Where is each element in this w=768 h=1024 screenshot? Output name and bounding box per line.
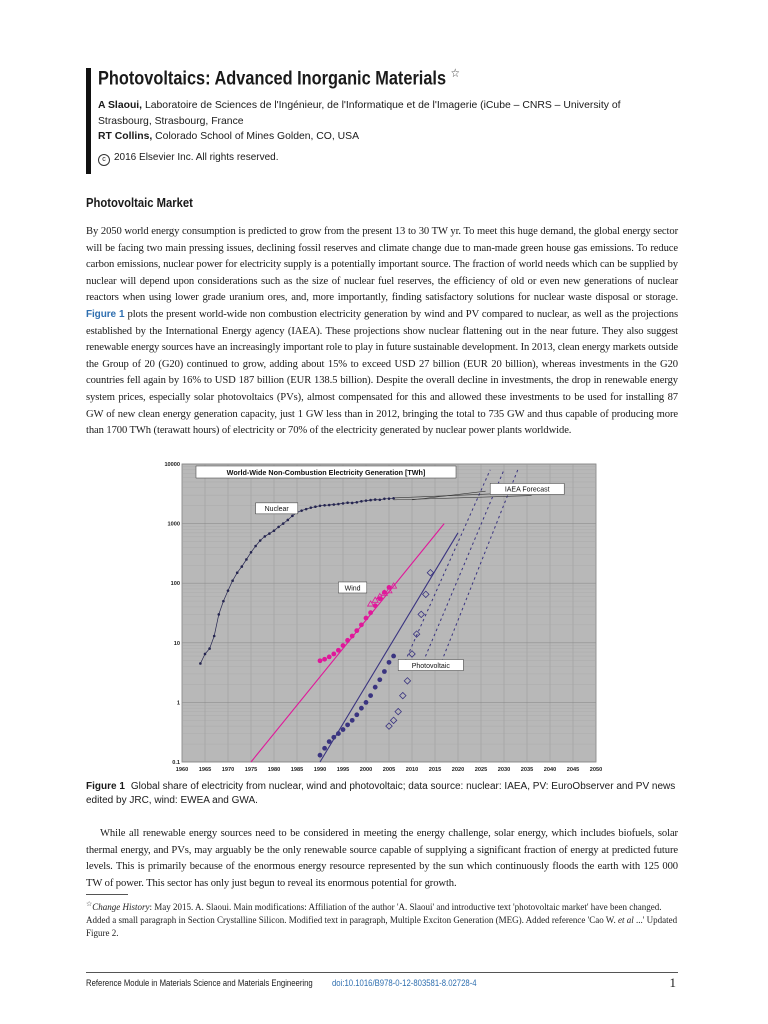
figure-caption-label: Figure 1 bbox=[86, 781, 125, 792]
data-point bbox=[264, 535, 267, 538]
data-point bbox=[282, 522, 285, 525]
copyright-icon: c bbox=[98, 154, 110, 166]
data-point bbox=[342, 502, 345, 505]
figure-caption: Figure 1 Global share of electricity from nuclear, wind and photovoltaic; data source: nuclear: IAEA, PV: EuroObserver and PV news edited by JRC, wind: EWEA and GWA. bbox=[86, 781, 676, 806]
data-point bbox=[356, 501, 359, 504]
data-point bbox=[364, 616, 369, 621]
y-tick-label: 10 bbox=[173, 640, 180, 647]
data-point bbox=[336, 648, 341, 653]
data-point bbox=[204, 653, 207, 656]
data-point bbox=[345, 638, 350, 643]
data-point bbox=[374, 498, 377, 501]
doi-link[interactable]: doi:10.1016/B978-0-12-803581-8.02728-4 bbox=[332, 978, 477, 988]
data-point bbox=[213, 635, 216, 638]
y-tick-label: 1 bbox=[176, 700, 180, 707]
data-point bbox=[359, 622, 364, 627]
section-heading: Photovoltaic Market bbox=[86, 196, 193, 210]
data-point bbox=[377, 677, 382, 682]
x-tick-label: 1990 bbox=[313, 767, 327, 773]
data-point bbox=[268, 532, 271, 535]
figure-1-link[interactable]: Figure 1 bbox=[86, 308, 125, 320]
data-point bbox=[359, 706, 364, 711]
y-tick-label: 0.1 bbox=[172, 760, 180, 766]
data-point bbox=[383, 497, 386, 500]
figure-1 bbox=[160, 450, 603, 778]
data-point bbox=[254, 545, 257, 548]
data-point bbox=[369, 499, 372, 502]
data-point bbox=[314, 505, 317, 508]
data-point bbox=[322, 746, 327, 751]
x-tick-label: 1995 bbox=[336, 767, 350, 773]
data-point bbox=[379, 498, 382, 501]
x-tick-label: 1970 bbox=[221, 767, 235, 773]
copyright-line: c 2016 Elsevier Inc. All rights reserved. bbox=[98, 152, 279, 166]
data-point bbox=[227, 589, 230, 592]
author-block bbox=[98, 98, 668, 145]
data-point bbox=[231, 579, 234, 582]
footnote: ☆Change History: May 2015. A. Slaoui. Main modifications: Affiliation of the author 'A. Slaoui' and introductive text 'photovoltaic market' have been changed. Added a small paragraph in Section Crystalline Silicon. Modified text in paragraph, Multiple Exciton Generation (MEG). Added reference 'Cao W. et al ...' Updated Figure 2. bbox=[86, 900, 678, 938]
body-paragraph-1: By 2050 world energy consumption is predicted to grow from the present 13 to 30 TW yr. To meet this huge demand, the global energy sector will be facing two main pressing issues, declining fossil reserves and climate change due to man-made green house gas emissions. To reduce carbon emissions, nuclear power for electricity supply is a potentially important source. The fraction of world needs which can be supplied by nuclear will depend upon considerations such as the size of nuclear fuel reserves, the efficiency of old or even new generations of nuclear reactors when using lower grade uranium ores, and, more importantly, finding satisfactory solutions for nuclear waste disposal or storage. Figure 1 plots the present world-wide non combustion electricity generation by wind and PV compared to nuclear, as well as the projections established by the International Energy agency (IAEA). These projections show nuclear flattening out in the near future. They also suggest renewable energy sources have an increasingly important role to play in future sustainable development. In 2013, clean energy markets outside the Group of 20 (G20) continued to grow, adding about 15% to exceed USD 27 billion (EUR 20 billion), whereas investments in the G20 countries fell again by 16% to USD 187 billion (EUR 138.5 billion). Despite the overall decline in investments, the drop in renewable energy system prices, especially solar photovoltaics (PVs), almost compensated for this and allowed these investments to be used for installing 87 GW of new clean energy generation capacity, just 1 GW less than in 2012, bringing the total to 735 GW and thus capable of producing more than 1700 TWh (terawatt hours) of electricity or 70% of the electricity generated by nuclear power plants worldwide. bbox=[86, 226, 678, 437]
body-paragraph-2: While all renewable energy sources need to be considered in meeting the energy challenge, solar energy, which includes biofuels, solar thermal energy, and PVs, may arguably be the only renewable source capable of supplying a significant fraction of energy at predicted future levels. This is primarily because of the enormous energy resource represented by the sun which continuously floods the earth with 125 000 TW of power. This sector has only just begun to reveal its enormous potential for growth. bbox=[86, 828, 678, 889]
footnote-rule bbox=[86, 894, 128, 895]
data-point bbox=[360, 500, 363, 503]
data-point bbox=[300, 509, 303, 512]
data-point bbox=[368, 610, 373, 615]
data-point bbox=[305, 508, 308, 511]
series-label: Nuclear bbox=[264, 506, 289, 514]
x-tick-label: 1975 bbox=[244, 767, 258, 773]
data-point bbox=[318, 753, 323, 758]
data-point bbox=[382, 669, 387, 674]
data-point bbox=[250, 551, 253, 554]
data-point bbox=[318, 658, 323, 663]
data-point bbox=[388, 497, 391, 500]
data-point bbox=[327, 654, 332, 659]
x-tick-label: 2045 bbox=[566, 767, 580, 773]
y-tick-label: 100 bbox=[170, 581, 180, 588]
data-point bbox=[365, 499, 368, 502]
data-point bbox=[354, 712, 359, 717]
series-label: Wind bbox=[344, 585, 361, 593]
x-tick-label: 2020 bbox=[451, 767, 465, 773]
series-label: Photovoltaic bbox=[411, 662, 450, 670]
title-accent-bar bbox=[86, 68, 91, 174]
x-tick-label: 2050 bbox=[589, 767, 603, 773]
data-point bbox=[337, 503, 340, 506]
forecast-label: IAEA Forecast bbox=[504, 486, 550, 494]
x-tick-label: 2025 bbox=[474, 767, 488, 773]
data-point bbox=[341, 643, 346, 648]
data-point bbox=[350, 634, 355, 639]
x-tick-label: 2040 bbox=[543, 767, 557, 773]
data-point bbox=[199, 662, 202, 665]
x-tick-label: 2015 bbox=[428, 767, 442, 773]
footer-rule bbox=[86, 972, 678, 973]
data-point bbox=[273, 529, 276, 532]
data-point bbox=[222, 600, 225, 603]
journal-name: Reference Module in Materials Science and Materials Engineering bbox=[86, 978, 313, 988]
data-point bbox=[327, 739, 332, 744]
data-point bbox=[291, 515, 294, 518]
data-point bbox=[236, 571, 239, 574]
data-point bbox=[218, 613, 221, 616]
x-tick-label: 2035 bbox=[520, 767, 534, 773]
data-point bbox=[336, 731, 341, 736]
page-footer bbox=[86, 976, 678, 992]
x-tick-label: 1985 bbox=[290, 767, 304, 773]
x-tick-label: 2005 bbox=[382, 767, 396, 773]
data-point bbox=[345, 722, 350, 727]
x-tick-label: 2030 bbox=[497, 767, 511, 773]
x-tick-label: 2000 bbox=[359, 767, 373, 773]
data-point bbox=[333, 503, 336, 506]
data-point bbox=[241, 565, 244, 568]
x-tick-label: 1980 bbox=[267, 767, 281, 773]
data-point bbox=[259, 539, 262, 542]
article-title: Photovoltaics: Advanced Inorganic Materials ☆ bbox=[98, 66, 460, 90]
y-tick-label: 1000 bbox=[167, 521, 180, 528]
chart-svg bbox=[160, 450, 603, 778]
x-tick-label: 2010 bbox=[405, 767, 419, 773]
data-point bbox=[341, 727, 346, 732]
data-point bbox=[351, 502, 354, 505]
data-point bbox=[319, 504, 322, 507]
data-point bbox=[323, 504, 326, 507]
data-point bbox=[245, 558, 248, 561]
x-tick-label: 1960 bbox=[175, 767, 189, 773]
title-footnote-mark[interactable]: ☆ bbox=[450, 66, 460, 80]
y-tick-label: 10000 bbox=[164, 462, 180, 468]
data-point bbox=[277, 526, 280, 529]
x-tick-label: 1965 bbox=[198, 767, 212, 773]
data-point bbox=[392, 497, 395, 500]
data-point bbox=[387, 660, 392, 665]
data-point bbox=[354, 628, 359, 633]
data-point bbox=[368, 693, 373, 698]
data-point bbox=[331, 735, 336, 740]
data-point bbox=[346, 501, 349, 504]
data-point bbox=[391, 654, 396, 659]
data-point bbox=[364, 700, 369, 705]
data-point bbox=[208, 647, 211, 650]
author-2: RT Collins, Colorado School of Mines Golden, CO, USA bbox=[98, 131, 360, 142]
chart-title: World-Wide Non-Combustion Electricity Generation [TWh] bbox=[226, 468, 426, 477]
data-point bbox=[373, 685, 378, 690]
data-point bbox=[322, 657, 327, 662]
data-point bbox=[287, 519, 290, 522]
author-1: A Slaoui, Laboratoire de Sciences de l'Ingénieur, de l'Informatique et de l'Imagerie (iCube – CNRS – University of Strasbourg, Strasbourg, France bbox=[98, 100, 621, 127]
data-point bbox=[328, 504, 331, 507]
page-number: 1 bbox=[669, 975, 676, 990]
data-point bbox=[350, 718, 355, 723]
data-point bbox=[331, 652, 336, 657]
data-point bbox=[310, 506, 313, 509]
